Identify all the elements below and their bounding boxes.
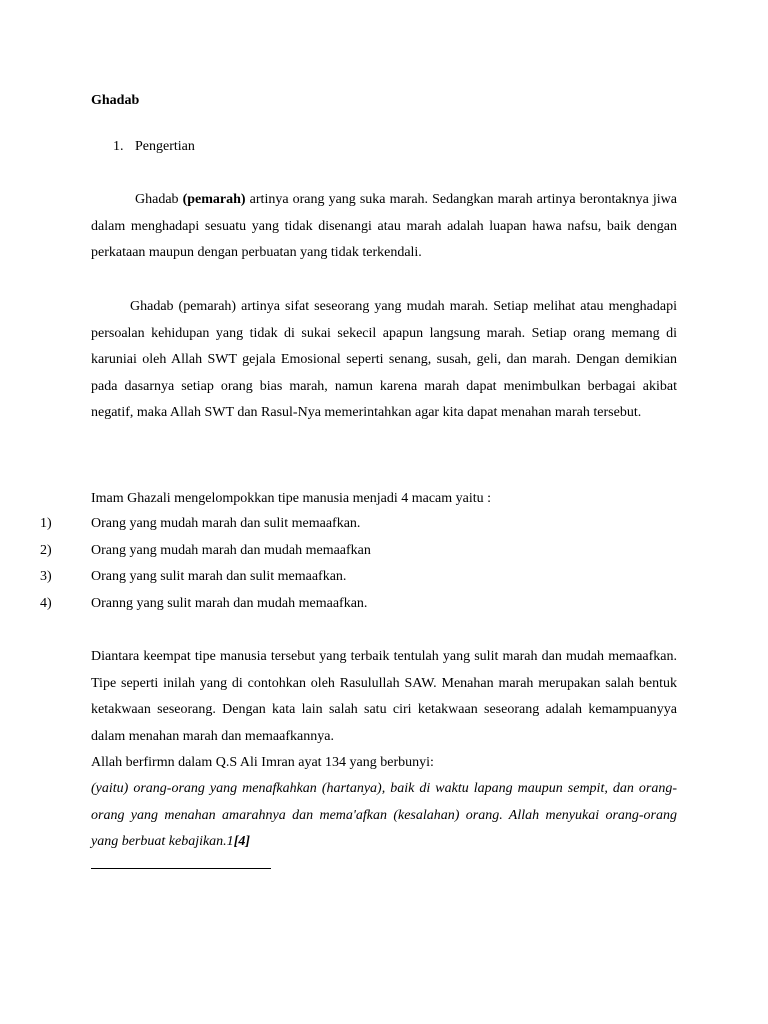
list-item <box>40 564 371 591</box>
paragraph-verse-intro: Allah berfirmn dalam Q.S Ali Imran ayat 134 yang berbunyi: <box>91 755 434 770</box>
verse-quote <box>91 776 677 856</box>
list-item-text: Orang yang mudah marah dan mudah memaafkan <box>91 542 371 558</box>
paragraph-types-intro: Imam Ghazali mengelompokkan tipe manusia menjadi 4 macam yaitu : <box>91 491 492 506</box>
list-item-text: Oranng yang sulit marah dan mudah memaafkan. <box>91 595 368 611</box>
section-heading <box>113 139 195 155</box>
list-item-text: Orang yang sulit marah dan sulit memaafkan. <box>91 569 347 584</box>
types-list <box>40 511 371 617</box>
list-item <box>40 511 371 538</box>
paragraph-best-type: Diantara keempat tipe manusia tersebut yang terbaik tentulah yang sulit marah dan mudah memaafkan. Tipe seperti inilah yang di contohkan oleh Rasulullah SAW. Menahan marah merupakan salah bentuk ketakwaan seseorang. Dengan kata lain salah satu ciri ketakwaan seseorang adalah kemampuanyya dalam menahan marah dan memaafkannya. <box>91 649 677 744</box>
footnote-separator <box>91 868 271 869</box>
verse-quote-text: (yaitu) orang-orang yang menafkahkan (hartanya), baik di waktu lapang maupun sempit, dan orang-orang yang menahan amarahnya dan mema'afkan (kesalahan) orang. Allah menyukai orang-orang yang berbuat kebajikan.1 <box>91 781 677 849</box>
list-item-marker: 3) <box>40 569 52 584</box>
list-item <box>40 591 371 618</box>
paragraph-definition-rest: artinya orang yang suka marah. Sedangkan marah artinya berontaknya jiwa dalam menghadapi sesuatu yang tidak disenangi atau marah adalah luapan hawa nafsu, baik dengan perkataan maupun dengan perbuatan yang tidak terkendali. <box>91 192 677 260</box>
paragraph-explanation: Ghadab (pemarah) artinya sifat seseorang yang mudah marah. Setiap melihat atau menghadapi persoalan kehidupan yang tidak di sukai sekecil apapun langsung marah. Setiap orang memang di karuniai oleh Allah SWT gejala Emosional seperti senang, susah, geli, dan marah. Dengan demikian pada dasarnya setiap orang bias marah, namun karena marah dapat menimbulkan berbagai akibat negatif, maka Allah SWT dan Rasul-Nya memerintahkan agar kita dapat menahan marah tersebut. <box>91 299 677 420</box>
document-title: Ghadab <box>91 93 140 108</box>
paragraph-definition-prefix: Ghadab <box>135 192 183 207</box>
list-item-marker: 4) <box>40 595 52 611</box>
list-item <box>40 538 371 565</box>
footnote-reference-link[interactable]: [4] <box>233 834 251 849</box>
paragraph-definition-bold-term: (pemarah) <box>182 192 246 207</box>
list-item-text: Orang yang mudah marah dan sulit memaafkan. <box>91 516 361 531</box>
list-item-marker: 2) <box>40 542 52 558</box>
list-item-marker: 1) <box>40 516 52 531</box>
paragraph-definition <box>91 187 677 267</box>
section-label: Pengertian <box>135 139 195 154</box>
section-number: 1. <box>113 139 124 154</box>
